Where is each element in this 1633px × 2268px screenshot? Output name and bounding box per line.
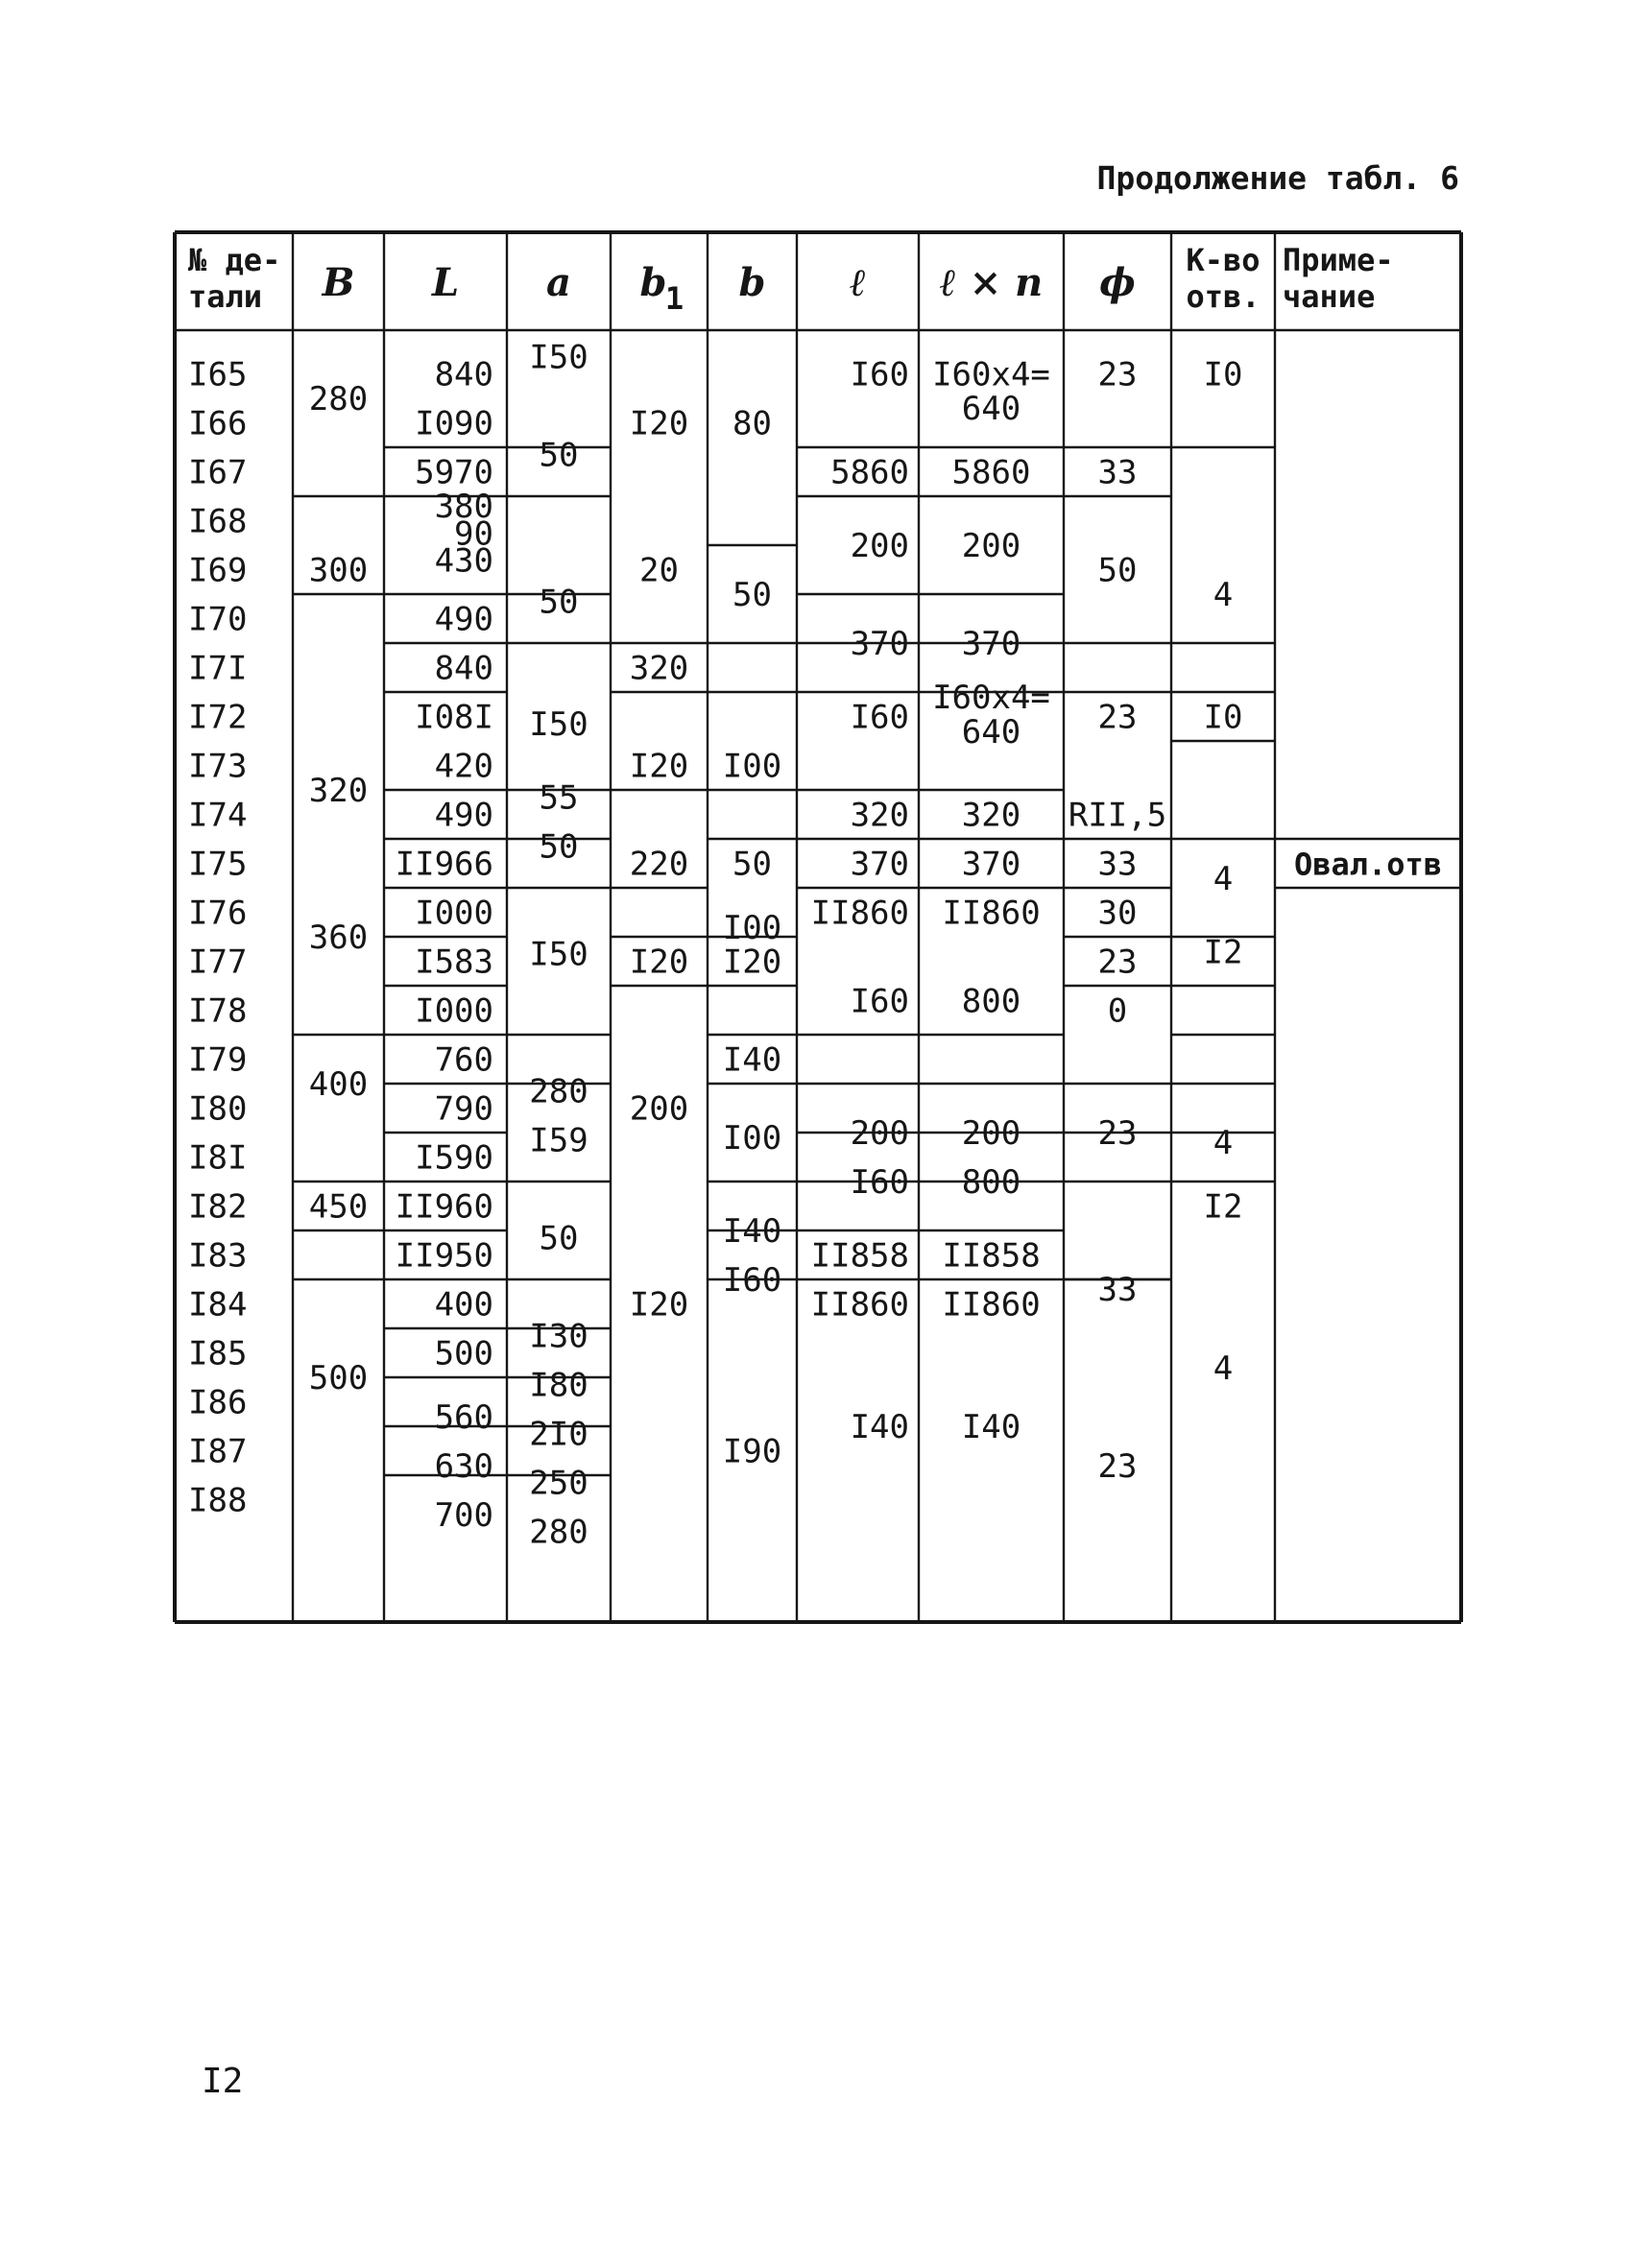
l-x-n-8: 370 [961,845,1021,884]
b1-6: 200 [629,1089,689,1129]
l-main-13: I583 [415,943,493,982]
phi-2: 50 [1097,551,1138,590]
header-b1-subscript: 1 [664,280,684,317]
b-small-9: I60 [722,1261,782,1300]
phi-5: 33 [1097,845,1138,884]
l-main-23: 630 [434,1446,493,1486]
a-12: 2I0 [529,1415,588,1454]
l-x-n-4: 370 [961,625,1021,663]
l-main-1: I090 [415,404,493,443]
a-8: I59 [529,1121,588,1160]
l-main-2: 5970 [415,453,493,492]
part-number-0: I65 [188,355,248,394]
l-small-8: I60 [850,982,909,1021]
l-main-7: 840 [434,649,493,688]
a-0: I50 [529,338,588,377]
l-x-n-10: 800 [961,982,1021,1021]
b-main-1: 300 [308,551,369,590]
l-main-14: I000 [415,991,493,1031]
header-a: a [546,260,571,305]
header-holes-line1: К-во [1186,242,1261,278]
l-main-5: 430 [434,541,493,581]
l-main-10: 490 [434,796,493,835]
a-11: I80 [529,1366,588,1405]
l-small-1: 5860 [830,453,909,492]
l-small-11: II858 [810,1236,909,1276]
header-note-line1: Приме- [1283,242,1394,278]
a-13: 250 [529,1464,588,1503]
phi-8: 0 [1107,991,1128,1031]
l-x-n-9: II860 [942,894,1041,933]
holes-1: 4 [1213,576,1234,614]
header-l-small: ℓ [849,260,867,305]
b-small-2: I00 [722,747,782,786]
part-number-23: I88 [188,1481,248,1520]
phi-0: 23 [1097,355,1138,394]
a-5: 50 [539,827,579,867]
header-holes-line2: отв. [1186,278,1261,315]
l-small-9: 200 [850,1114,909,1153]
b1-5: I20 [629,943,689,982]
a-4: 55 [539,778,579,818]
b-small-5: I20 [722,943,782,982]
b-small-4: I00 [722,908,782,947]
phi-3: 23 [1097,698,1138,737]
l-x-n-11: 200 [961,1114,1021,1153]
header-b-main: B [322,260,355,305]
part-number-11: I76 [188,894,248,933]
part-number-16: I8I [188,1138,248,1178]
a-10: I30 [529,1317,588,1356]
phi-7: 23 [1097,943,1138,982]
l-main-12: I000 [415,894,493,933]
a-7: 280 [529,1072,588,1111]
part-number-8: I73 [188,747,248,786]
phi-9: 23 [1097,1114,1138,1153]
part-number-18: I83 [188,1236,248,1276]
l-x-n-13: II858 [942,1236,1041,1276]
l-small-12: II860 [810,1285,909,1325]
holes-0: I0 [1203,355,1243,394]
phi-6: 30 [1097,894,1138,933]
b-main-5: 450 [308,1187,369,1227]
holes-4: I2 [1203,933,1243,972]
l-x-n-2: 5860 [951,453,1031,492]
l-main-24: 700 [434,1495,493,1535]
l-main-22: 560 [434,1397,493,1437]
table-caption: Продолжение табл. 6 [1096,159,1459,197]
l-main-19: II950 [395,1236,493,1276]
b-small-6: I40 [722,1040,782,1080]
l-small-5: 320 [850,796,909,835]
a-14: 280 [529,1513,588,1552]
b1-7: I20 [629,1285,689,1325]
b-main-2: 320 [308,772,369,810]
header-l-main: L [431,260,460,305]
phi-1: 33 [1097,453,1138,492]
table-cells [188,242,1442,1552]
l-main-6: 490 [434,600,493,639]
a-1: 50 [539,436,579,475]
part-number-3: I68 [188,502,248,541]
part-number-2: I67 [188,453,248,492]
part-number-6: I7I [188,649,248,688]
l-x-n-3: 200 [961,527,1021,565]
part-number-20: I85 [188,1334,248,1373]
l-small-6: 370 [850,845,909,884]
b-main-6: 500 [308,1359,369,1397]
l-small-3: 370 [850,625,909,663]
b1-0: I20 [629,404,689,443]
header-b-small: b [738,260,766,305]
header-b1: b [639,260,667,305]
l-small-7: II860 [810,894,909,933]
page-number: I2 [202,2062,244,2101]
l-main-18: II960 [395,1187,493,1227]
a-2: 50 [539,583,579,622]
l-x-n-12: 800 [961,1163,1021,1202]
l-small-2: 200 [850,527,909,565]
header-part-no-line2: тали [188,278,263,315]
header-phi: ϕ [1099,260,1136,305]
part-number-13: I78 [188,991,248,1031]
holes-6: I2 [1203,1187,1243,1227]
b-small-10: I90 [722,1432,782,1471]
part-number-22: I87 [188,1432,248,1471]
l-main-11: II966 [395,845,493,884]
a-3: I50 [529,705,588,744]
l-x-n-6: 640 [961,712,1021,752]
part-number-17: I82 [188,1187,248,1227]
b1-1: 20 [639,551,679,590]
part-number-12: I77 [188,943,248,982]
note-0: Овал.отв [1293,846,1443,883]
part-number-21: I86 [188,1383,248,1422]
b-main-0: 280 [308,380,369,418]
b-small-0: 80 [732,404,772,443]
part-number-4: I69 [188,551,248,590]
l-x-n-5: I60x4= [932,679,1050,718]
a-6: I50 [529,935,588,974]
l-main-16: 790 [434,1089,493,1129]
holes-2: I0 [1203,698,1243,737]
l-main-20: 400 [434,1285,493,1325]
b-small-8: I40 [722,1212,782,1251]
l-main-21: 500 [434,1334,493,1373]
b-main-4: 400 [308,1065,369,1104]
holes-5: 4 [1213,1124,1234,1163]
l-x-n-15: I40 [961,1408,1021,1446]
l-x-n-7: 320 [961,796,1021,835]
part-number-10: I75 [188,845,248,884]
l-small-10: I60 [850,1163,909,1202]
a-9: 50 [539,1219,579,1258]
part-number-7: I72 [188,698,248,737]
part-number-5: I70 [188,600,248,639]
b-small-3: 50 [732,845,772,884]
l-main-0: 840 [434,355,493,394]
l-main-15: 760 [434,1040,493,1080]
l-main-3: 380 [434,488,493,527]
part-number-15: I80 [188,1089,248,1129]
phi-11: 23 [1097,1446,1138,1486]
b-main-3: 360 [308,919,369,957]
l-main-9: 420 [434,747,493,786]
header-note-line2: чание [1283,278,1376,315]
l-x-n-0: I60x4= [932,355,1050,394]
l-x-n-1: 640 [961,390,1021,429]
part-number-1: I66 [188,404,248,443]
l-main-4: 90 [454,514,493,554]
header-l-x-n: ℓ × n [939,260,1044,305]
part-number-14: I79 [188,1040,248,1080]
part-number-9: I74 [188,796,248,835]
l-small-4: I60 [850,698,909,737]
l-small-0: I60 [850,355,909,394]
l-x-n-14: II860 [942,1285,1041,1325]
phi-10: 33 [1097,1271,1138,1310]
header-part-no-line1: № де- [188,242,281,278]
b1-4: 220 [629,845,689,884]
b-small-7: I00 [722,1119,782,1158]
holes-3: 4 [1213,859,1234,898]
l-main-8: I08I [415,698,493,737]
b1-3: I20 [629,747,689,786]
l-main-17: I590 [415,1138,493,1178]
holes-7: 4 [1213,1349,1234,1388]
part-number-19: I84 [188,1285,248,1325]
b-small-1: 50 [732,576,772,614]
l-small-13: I40 [850,1408,909,1446]
phi-4: RII,5 [1068,796,1167,835]
b1-2: 320 [629,649,689,688]
